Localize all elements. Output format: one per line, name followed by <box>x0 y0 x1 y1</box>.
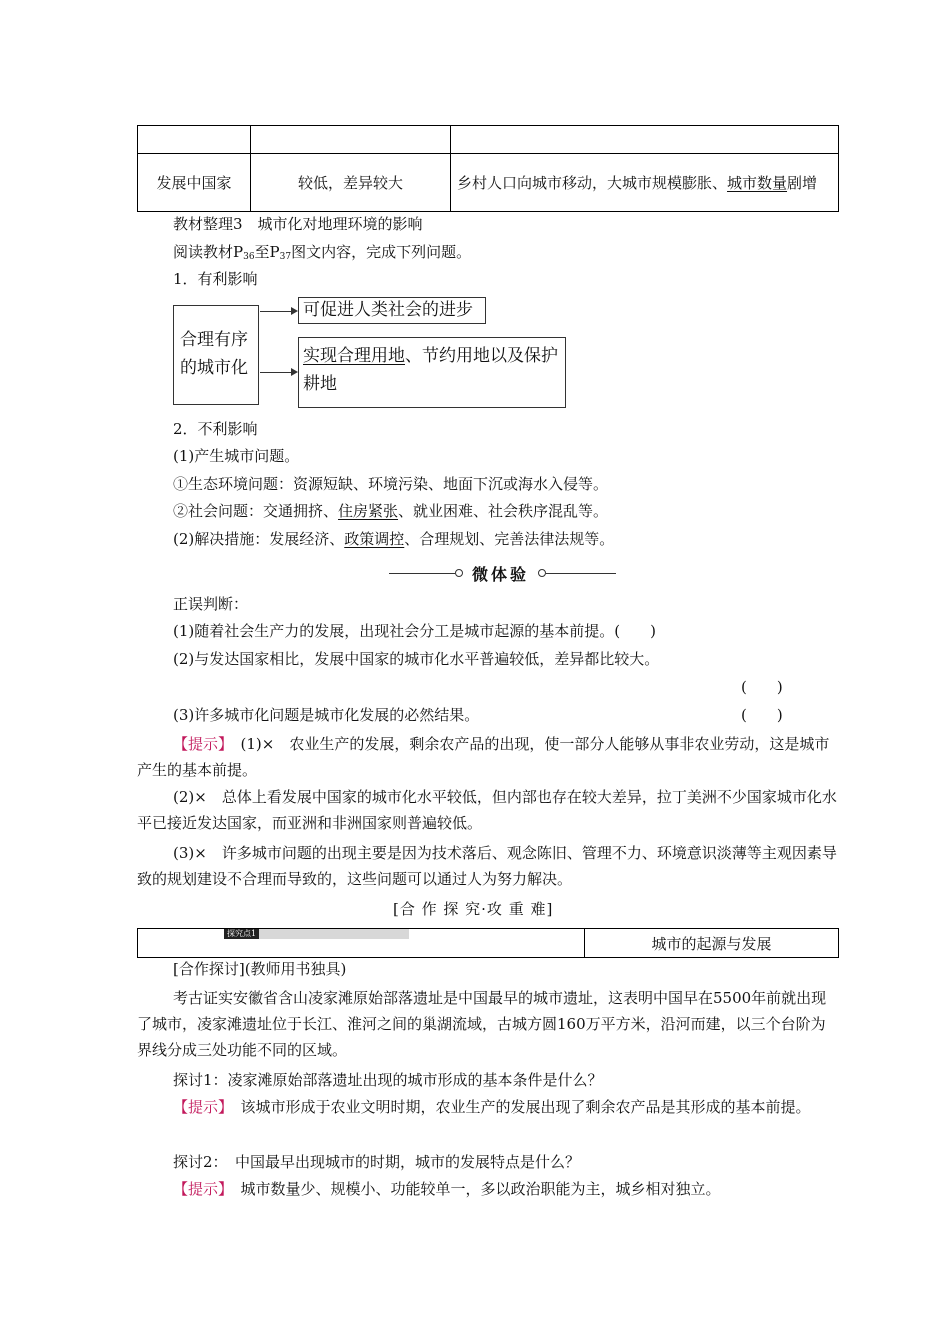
instruction: 阅读教材$P_{36}$至$P_{37}$图文内容，完成下列问题。 <box>173 243 472 262</box>
table-cell-country-type: 发展中国家 <box>138 154 251 212</box>
comparison-table <box>137 125 839 212</box>
banner-dot-right <box>538 569 546 577</box>
judge-title: 正误判断： <box>173 595 249 613</box>
tip-label: 【提示】 <box>173 1180 226 1198</box>
answer-paren: ( ) <box>741 678 783 696</box>
diagram-target-box-1: 可促进人类社会的进步 <box>298 297 486 324</box>
question: (2)与发达国家相比，发展中国家的城市化水平普遍较低，差异都比较大。 <box>173 650 660 668</box>
topic-tag: 探究点1 <box>224 929 259 939</box>
answer-paragraph: 【提示】 (1)× 农业生产的发展，剩余农产品的出现，使一部分人能够从事非农业劳动，这是城市产生的基本前提。 <box>137 735 830 779</box>
topic-tag-cell <box>138 929 585 958</box>
tip-label: 【提示】 <box>173 1098 226 1116</box>
question: (1)随着社会生产力的发展，出现社会分工是城市起源的基本前提。( ) <box>173 622 656 640</box>
banner-dot-left <box>455 569 463 577</box>
arrow-head <box>291 368 298 376</box>
diagram-source-box: 合理有序的城市化 <box>173 305 259 405</box>
heading-unfavorable: 2．不利影响 <box>173 420 258 438</box>
table-cell-feature: 乡村人口向城市移动，大城市规模膨胀、城市数量剧增 <box>451 154 839 212</box>
banner-rule-left <box>389 573 455 574</box>
arrow-line <box>260 311 292 312</box>
table-cell-level: 较低，差异较大 <box>251 154 451 212</box>
section-title: 教材整理3 城市化对地理环境的影响 <box>173 215 423 233</box>
banner-title: 微体验 <box>472 565 530 584</box>
table-cell <box>251 126 451 154</box>
topic-title: 城市的起源与发展 <box>585 929 839 958</box>
arrow-line <box>260 372 292 373</box>
topic-tag-band <box>259 929 409 939</box>
list-item: ②社会问题：交通拥挤、住房紧张、就业困难、社会秩序混乱等。 <box>173 502 609 520</box>
answer-paren: ( ) <box>741 706 783 724</box>
table-cell <box>138 126 251 154</box>
answer-paragraph: (3)× 许多城市问题的出现主要是因为技术落后、观念陈旧、管理不力、环境意识淡薄等主观因素导致的规划建设不合理而导致的，这些问题可以通过人为努力解决。 <box>137 844 837 888</box>
table-cell <box>451 126 839 154</box>
list-item: (2)解决措施：发展经济、政策调控、合理规划、完善法律法规等。 <box>173 530 615 548</box>
tip-label: 【提示】 <box>173 735 226 753</box>
arrow-head <box>291 307 298 315</box>
list-item: ①生态环境问题：资源短缺、环境污染、地面下沉或海水入侵等。 <box>173 475 609 493</box>
heading-favorable: 1．有利影响 <box>173 270 258 288</box>
section-heading: [合 作 探 究·攻 重 难] <box>393 900 554 918</box>
answer-paragraph: 【提示】 城市数量少、规模小、功能较单一，多以政治职能为主，城乡相对独立。 <box>173 1180 721 1198</box>
answer-paragraph: 【提示】 该城市形成于农业文明时期，农业生产的发展出现了剩余农产品是其形成的基本前提。 <box>173 1098 811 1116</box>
question: (3)许多城市化问题是城市化发展的必然结果。 <box>173 706 480 724</box>
body-paragraph: 考古证实安徽省含山凌家滩原始部落遗址是中国最早的城市遗址，这表明中国早在5500年前就出现了城市，凌家滩遗址位于长江、淮河之间的巢湖流域，古城方圆160万平方米，沿河而建，以三个台阶为界线分成三处功能不同的区域。 <box>137 989 827 1059</box>
list-item: (1)产生城市问题。 <box>173 447 300 465</box>
topic-table <box>137 928 839 958</box>
answer-paragraph: (2)× 总体上看发展中国家的城市化水平较低，但内部也存在较大差异，拉丁美洲不少国家城市化水平已接近发达国家，而亚洲和非洲国家则普遍较低。 <box>137 788 837 832</box>
banner-rule-right <box>546 573 616 574</box>
question: 探讨1：凌家滩原始部落遗址出现的城市形成的基本条件是什么？ <box>173 1071 603 1089</box>
diagram-target-box-2: 实现合理用地、节约用地以及保护耕地 <box>298 337 566 408</box>
question: 探讨2： 中国最早出现城市的时期，城市的发展特点是什么？ <box>173 1153 581 1171</box>
subheading: [合作探讨](教师用书独具) <box>173 960 347 978</box>
